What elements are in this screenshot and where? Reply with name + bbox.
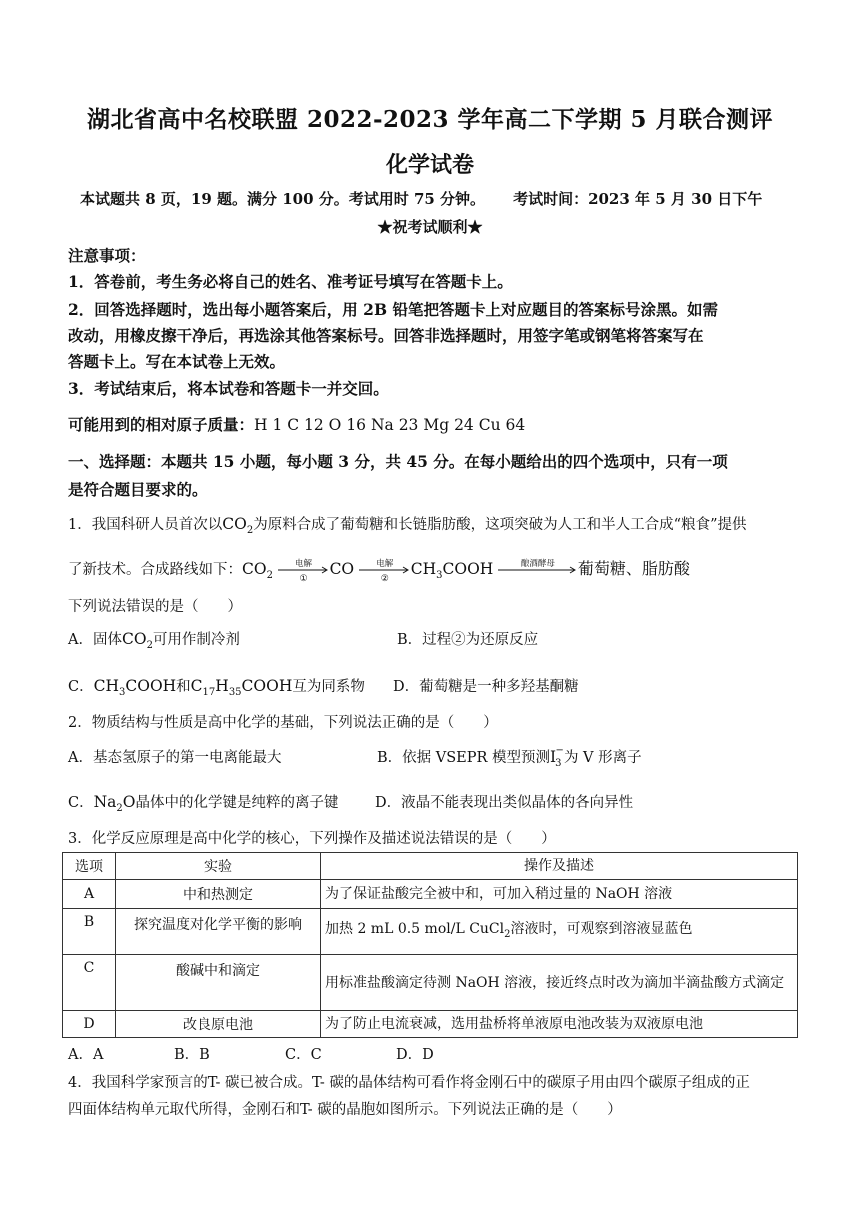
- atomic-mass-values: H 1 C 12 O 16 Na 23 Mg 24 Cu 64: [254, 416, 526, 434]
- q2-stem: 2．物质结构与性质是高中化学的基础，下列说法正确的是（ ）: [68, 715, 498, 731]
- table-cell-option: C: [63, 955, 116, 1011]
- q1-option-a-post: 可用作制冷剂: [152, 632, 240, 648]
- exam-info-right: 考试时间：2023 年 5 月 30 日下午: [513, 190, 763, 208]
- table-cell-experiment: 探究温度对化学平衡的影响: [116, 909, 321, 955]
- table-cell-description: 为了保证盐酸完全被中和，可加入稍过量的 NaOH 溶液: [321, 880, 798, 909]
- q1-option-c-letter: C．: [68, 679, 94, 695]
- q2-option-b-pre: B．依据 VSEPR 模型预测: [377, 750, 551, 766]
- note-item-2-line-2: 改动，用橡皮擦干净后，再选涂其他答案标号。回答非选择题时，用签字笔或钢笔将答案写在: [68, 326, 704, 345]
- note-item-2-line-3: 答题卡上。写在本试卷上无效。: [68, 352, 286, 371]
- q2-option-c-post: 晶体中的化学键是纯粹的离子键: [135, 795, 339, 811]
- note-item-3: 3．考试结束后，将本试卷和答题卡一并交回。: [68, 379, 389, 398]
- note-item-1: 1．答卷前，考生务必将自己的姓名、准考证号填写在答题卡上。: [68, 272, 513, 291]
- q4-line-1: 4．我国科学家预言的T- 碳已被合成。T- 碳的晶体结构可看作将金刚石中的碳原子用由四个碳原子组成的正: [68, 1075, 750, 1091]
- exam-subtitle: 化学试卷: [385, 152, 474, 178]
- section-1-heading-line-2: 是符合题目要求的。: [68, 480, 208, 499]
- table-row: [63, 880, 798, 909]
- q1-line-1-post: 为原料合成了葡萄糖和长链脂肪酸，这项突破为人工和半人工合成“粮食”提供: [253, 517, 747, 533]
- exam-wish: ★祝考试顺利★: [377, 218, 483, 236]
- arrow-3-label: 酿酒酵母: [520, 559, 555, 569]
- table-cell-option: A: [63, 880, 116, 909]
- q2-option-a: A．基态氢原子的第一电离能最大: [68, 750, 282, 766]
- table-row: [63, 1011, 798, 1038]
- exam-title: 湖北省高中名校联盟 2022-2023 学年高二下学期 5 月联合测评: [86, 106, 774, 133]
- table-cell-option: B: [63, 909, 116, 955]
- arrow-1-label: 电解: [295, 559, 313, 569]
- notes-title: 注意事项：: [68, 246, 146, 265]
- q1-line-2-pre: 了新技术。合成路线如下：: [68, 562, 242, 578]
- q1-option-a: [68, 628, 240, 651]
- table-header-experiment: 实验: [116, 853, 321, 880]
- q2-option-b: [377, 746, 642, 769]
- arrow-electrolysis-2: [359, 559, 411, 584]
- formula-co2-route: $CO_2$: [242, 560, 273, 582]
- q1-option-a-pre: A．固体: [68, 632, 122, 648]
- formula-c17h35cooh: $C_{17}H_{35}COOH$: [190, 677, 293, 699]
- formula-co2-opt: $CO_2$: [121, 630, 153, 652]
- q3-row-b-desc-post: 溶液时，可观察到溶液显蓝色: [510, 920, 693, 937]
- q3-row-b-desc-pre: 加热 2 mL 0.5 mol/L CuCl: [325, 920, 505, 937]
- table-header-row: [63, 853, 798, 880]
- formula-ch3cooh: $CH_3COOH$: [410, 560, 494, 582]
- q1-stem: 下列说法错误的是（ ）: [68, 599, 242, 615]
- table-row: [63, 955, 798, 1011]
- table-cell-description: 为了防止电流衰减，选用盐桥将单液原电池改装为双液原电池: [321, 1011, 798, 1038]
- q1-line-1-pre: 1．我国科研人员首次以: [68, 517, 223, 533]
- q2-option-c-pre: C．: [68, 795, 94, 811]
- formula-na2o: $Na_2O$: [93, 793, 136, 815]
- table-header-description: 操作及描述: [321, 853, 798, 880]
- q1-option-c-post: 互为同系物: [292, 679, 365, 695]
- table-cell-experiment: 改良原电池: [116, 1011, 321, 1038]
- exam-info-left: 本试题共 8 页，19 题。满分 100 分。考试用时 75 分钟。: [80, 190, 486, 208]
- q1-option-b: B．过程②为还原反应: [397, 632, 539, 648]
- q1-line-1: [68, 513, 747, 536]
- q3-table: [62, 852, 798, 1038]
- q1-synthesis-route: [68, 556, 690, 584]
- exam-info: [80, 188, 762, 209]
- atomic-mass-label: 可能用到的相对原子质量：: [68, 415, 255, 434]
- table-row: [63, 909, 798, 955]
- formula-co2: $CO_2$: [222, 515, 254, 537]
- arrow-yeast: [498, 559, 578, 574]
- q1-option-c-mid: 和: [176, 679, 191, 695]
- q3-answer-a: A．A: [68, 1047, 104, 1063]
- arrow-electrolysis-1: [278, 559, 330, 584]
- q3-answer-c: C．C: [285, 1047, 322, 1063]
- q2-option-d: D．液晶不能表现出类似晶体的各向异性: [375, 795, 634, 811]
- q3-answer-d: D．D: [396, 1047, 434, 1063]
- arrow-2-label: 电解: [376, 559, 394, 569]
- formula-co: CO: [329, 560, 355, 578]
- q3-stem: 3．化学反应原理是高中化学的核心，下列操作及描述说法错误的是（ ）: [68, 831, 556, 847]
- note-item-2-line-1: 2．回答选择题时，选出每小题答案后，用 2B 铅笔把答题卡上对应题目的答案标号涂黑。如需: [68, 300, 718, 319]
- formula-i3-minus: $I_3^-$: [550, 744, 564, 770]
- table-cell-experiment: 酸碱中和滴定: [116, 955, 321, 1011]
- q1-option-c: [68, 675, 365, 698]
- arrow-2-step: ②: [380, 574, 389, 584]
- table-cell-description: 加热 2 mL 0.5 mol/L CuCl$_2$溶液时，可观察到溶液显蓝色: [321, 909, 798, 955]
- formula-ch3cooh-opt: $CH_3COOH$: [93, 677, 177, 699]
- q3-answer-b: B．B: [174, 1047, 210, 1063]
- q2-option-b-post: 为 V 形离子: [563, 750, 642, 766]
- section-1-heading-line-1: 一、选择题：本题共 15 小题，每小题 3 分，共 45 分。在每小题给出的四个选项中，只有一项: [68, 452, 728, 471]
- q2-option-c: [68, 791, 339, 814]
- q1-product: 葡萄糖、脂肪酸: [577, 559, 690, 578]
- table-cell-description: 用标准盐酸滴定待测 NaOH 溶液，接近终点时改为滴加半滴盐酸方式滴定: [321, 955, 798, 1011]
- atomic-mass-line: [68, 413, 525, 435]
- table-header-option: 选项: [63, 853, 116, 880]
- q1-option-d: D．葡萄糖是一种多羟基酮糖: [393, 679, 579, 695]
- table-cell-option: D: [63, 1011, 116, 1038]
- arrow-1-step: ①: [299, 574, 308, 584]
- table-cell-experiment: 中和热测定: [116, 880, 321, 909]
- q4-line-2: 四面体结构单元取代所得，金刚石和T- 碳的晶胞如图所示。下列说法正确的是（ ）: [68, 1102, 622, 1118]
